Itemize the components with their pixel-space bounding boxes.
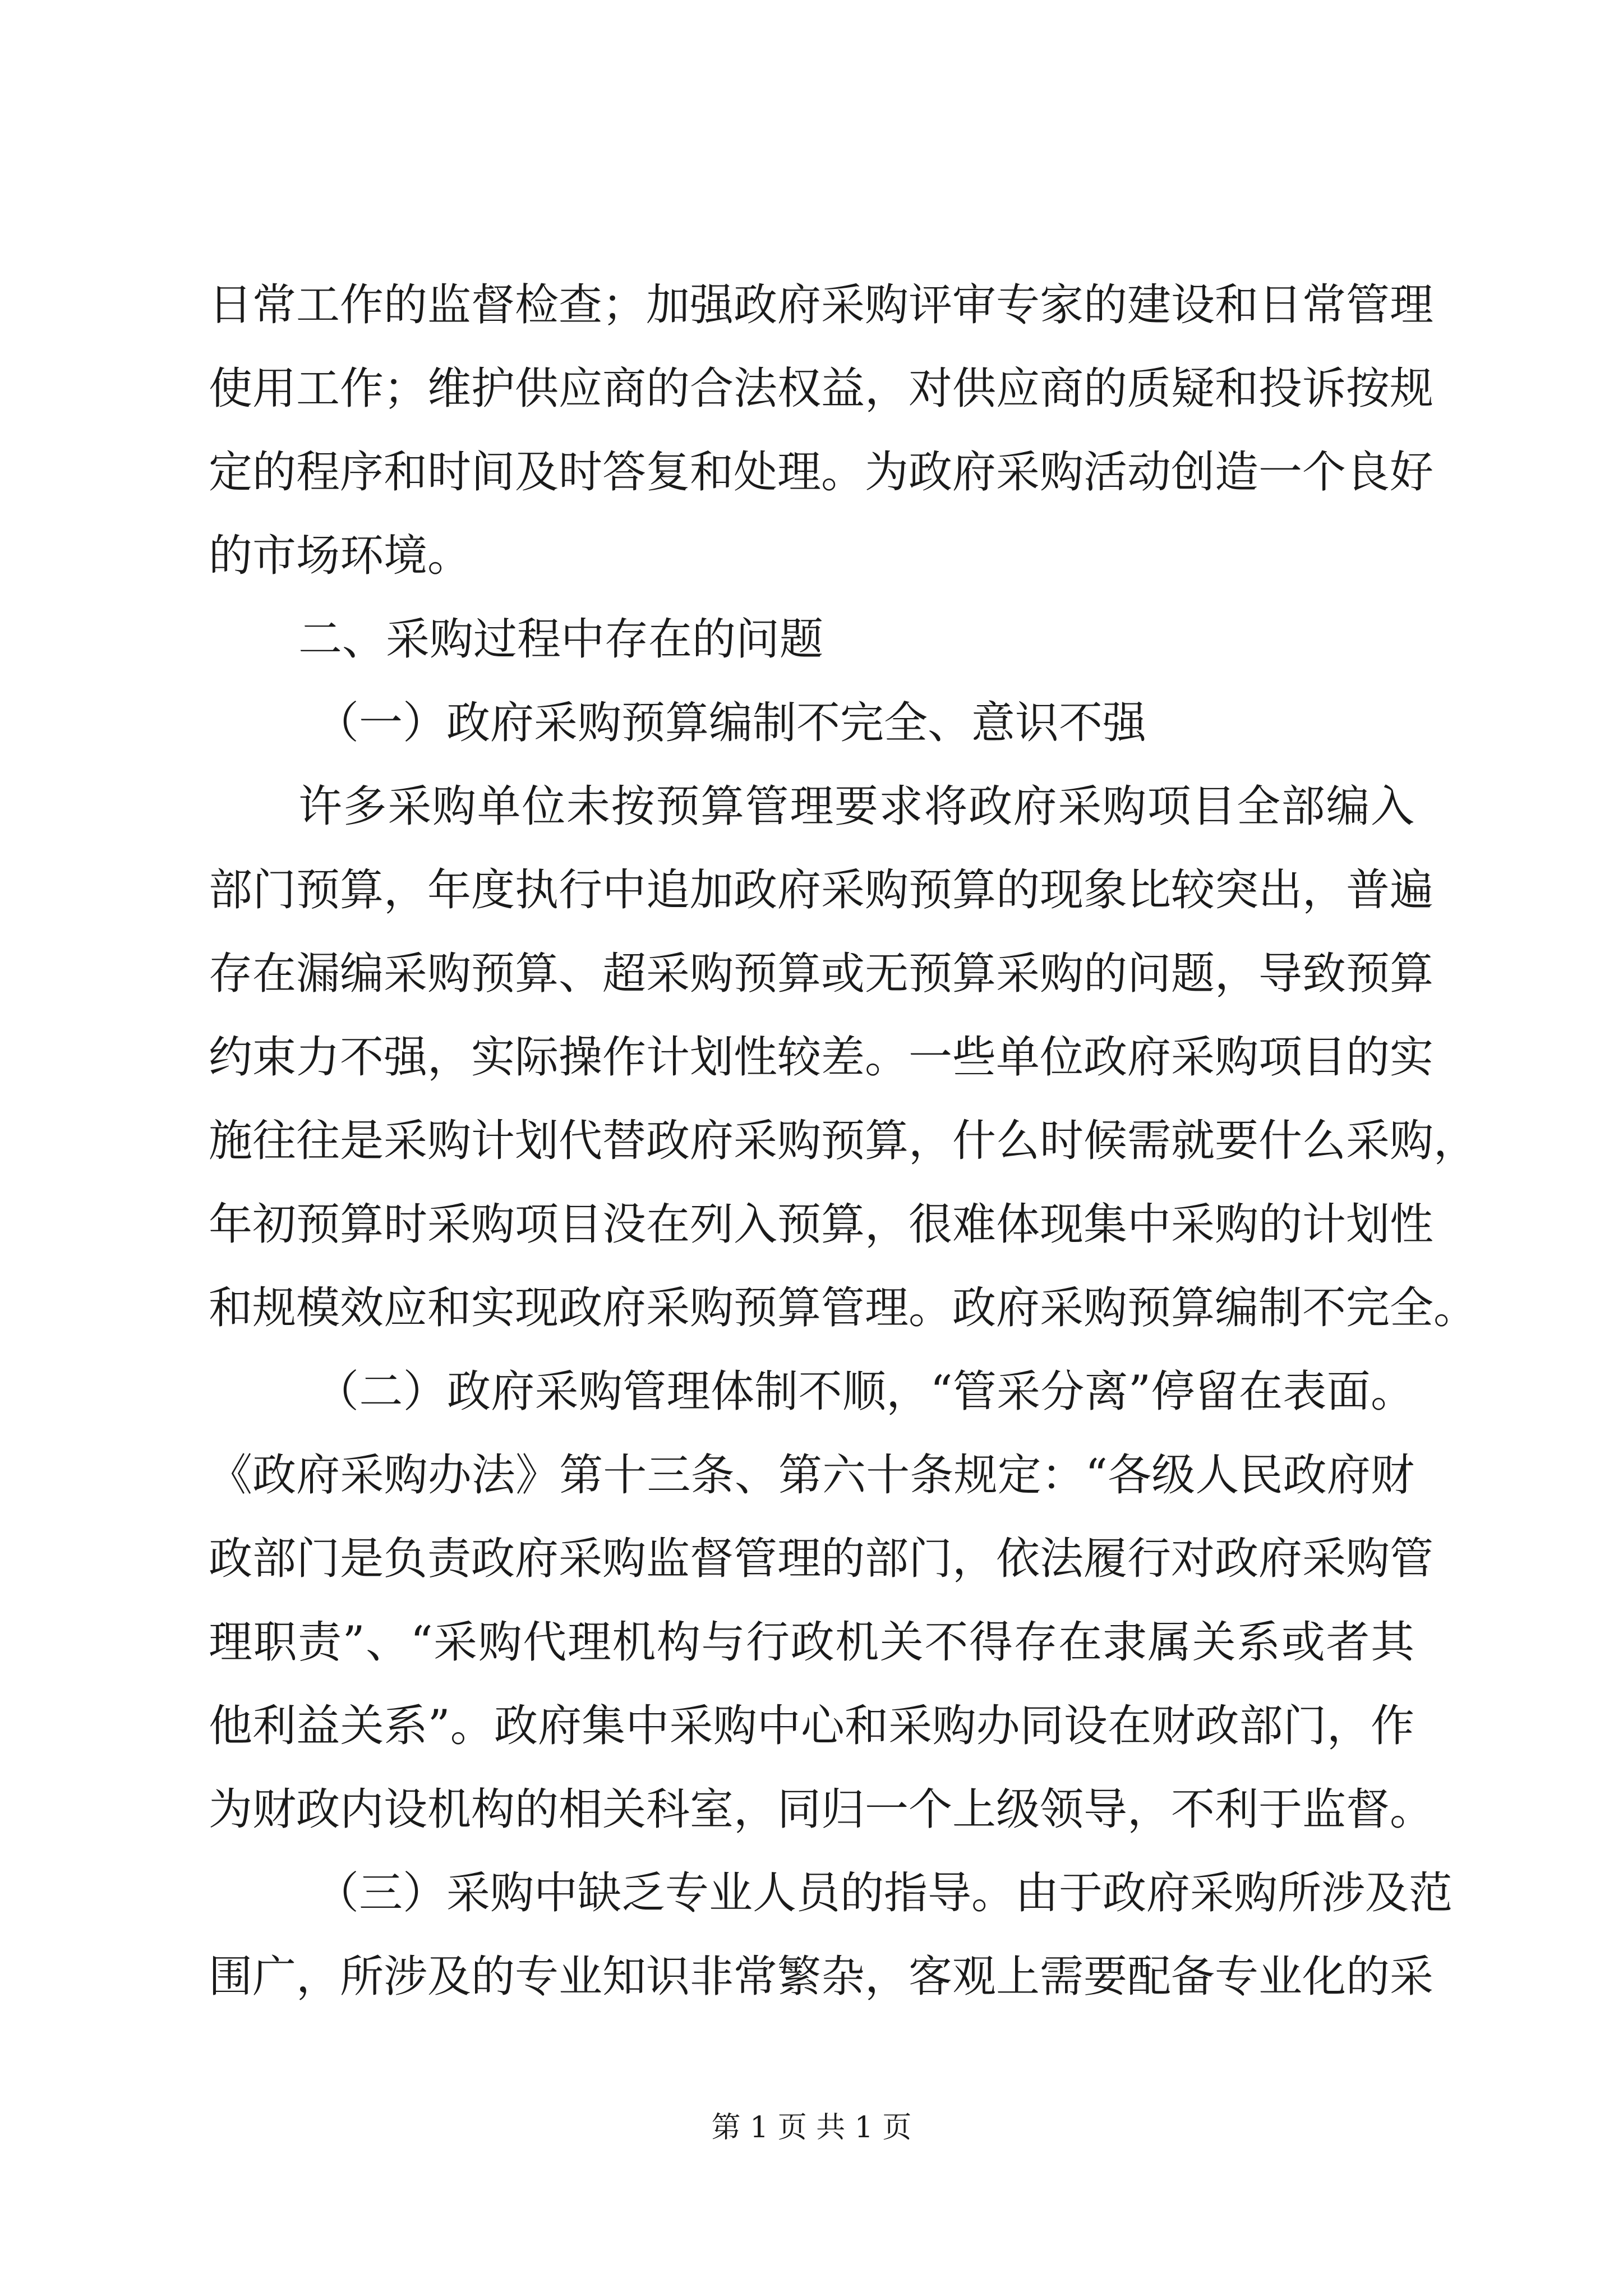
text-line: 日常工作的监督检查；加强政府采购评审专家的建设和日常管理 <box>209 280 1434 330</box>
text-line: 政部门是负责政府采购监督管理的部门，依法履行对政府采购管 <box>209 1534 1434 1584</box>
text-line: 为财政内设机构的相关科室，同归一个上级领导，不利于监督。 <box>209 1784 1434 1835</box>
text-line: 施往往是采购计划代替政府采购预算，什么时候需就要什么采购， <box>209 1116 1478 1166</box>
page-footer: 第 1 页 共 1 页 <box>711 2111 912 2145</box>
text-line: 定的程序和时间及时答复和处理。为政府采购活动创造一个良好 <box>209 447 1434 498</box>
text-line: 年初预算时采购项目没在列入预算，很难体现集中采购的计划性 <box>209 1199 1434 1250</box>
text-line: 使用工作；维护供应商的合法权益，对供应商的质疑和投诉按规 <box>209 364 1434 414</box>
text-line: 理职责”、“采购代理机构与行政机关不得存在隶属关系或者其 <box>209 1617 1414 1668</box>
text-line: 存在漏编采购预算、超采购预算或无预算采购的问题，导致预算 <box>209 949 1434 999</box>
text-line: 的市场环境。 <box>209 531 472 581</box>
text-line: 《政府采购办法》第十三条、第六十条规定：“各级人民政府财 <box>209 1450 1414 1501</box>
text-line: 和规模效应和实现政府采购预算管理。政府采购预算编制不完全。 <box>209 1283 1478 1333</box>
text-line: 许多采购单位未按预算管理要求将政府采购项目全部编入 <box>298 781 1414 832</box>
text-line: 部门预算，年度执行中追加政府采购预算的现象比较突出，普遍 <box>209 865 1434 915</box>
text-line: 围广，所涉及的专业知识非常繁杂，客观上需要配备专业化的采 <box>209 1952 1434 2002</box>
subsection-heading: （一）政府采购预算编制不完全、意识不强 <box>315 698 1147 748</box>
text-line: （二）政府采购管理体制不顺，“管采分离”停留在表面。 <box>315 1366 1414 1417</box>
section-heading: 二、采购过程中存在的问题 <box>298 614 824 665</box>
text-line: （三）采购中缺乏专业人员的指导。由于政府采购所涉及范 <box>315 1868 1453 1918</box>
document-body <box>209 264 1478 2019</box>
text-line: 他利益关系”。政府集中采购中心和采购办同设在财政部门，作 <box>209 1701 1414 1751</box>
text-line: 约束力不强，实际操作计划性较差。一些单位政府采购项目的实 <box>209 1032 1434 1083</box>
